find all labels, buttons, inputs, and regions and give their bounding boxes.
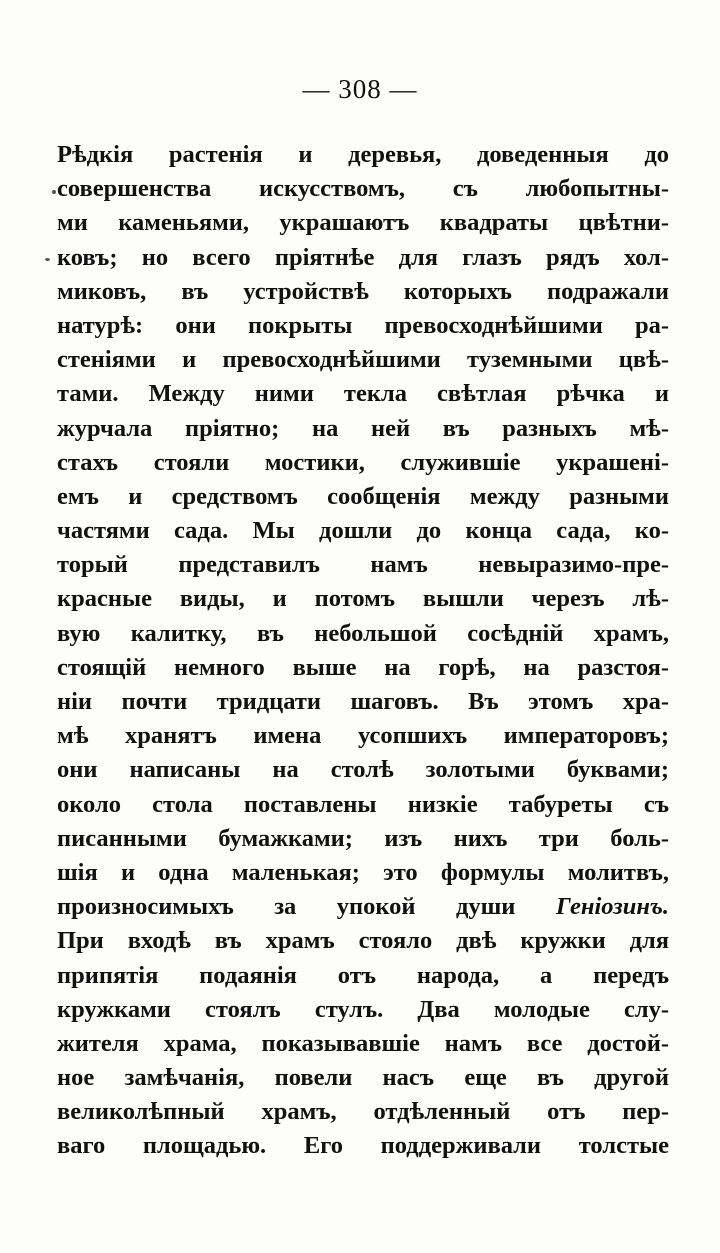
text-line: ное замѣчанія, повели насъ еще въ другой (57, 1064, 669, 1092)
text-line: около стола поставлены низкіе табуреты съ (57, 790, 669, 818)
text-line: красные виды, и потомъ вышли черезъ лѣ- (57, 585, 669, 613)
italic-name: Геніозинъ. (555, 893, 670, 921)
text-line: писанными бумажками; изъ нихъ три боль- (57, 824, 669, 852)
body-text (57, 138, 669, 1164)
text-line: натурѣ: они покрыты превосходнѣйшими ра- (57, 311, 669, 339)
text-line: журчала пріятно; на ней въ разныхъ мѣ- (57, 414, 669, 442)
text-line: миковъ, въ устройствѣ которыхъ подражали (57, 277, 669, 305)
text-line: вую калитку, въ небольшой сосѣдній храмъ, (57, 619, 669, 647)
text-line: мѣ хранятъ имена усопшихъ императоровъ; (57, 722, 669, 750)
text-line: припятія подаянія отъ народа, а передъ (57, 961, 669, 989)
text-line: кружками стоялъ стулъ. Два молодые слу- (57, 995, 669, 1023)
page-number: — 308 — (302, 74, 418, 104)
text-line: шія и одна маленькая; это формулы молитвъ, (57, 858, 669, 886)
text-line: частями сада. Мы дошли до конца сада, ко- (57, 517, 669, 545)
text-line-with-name (57, 890, 669, 924)
text-line: жителя храма, показывавшіе намъ все достой- (57, 1029, 669, 1057)
margin-mark (45, 258, 50, 261)
text-line: они написаны на столѣ золотыми буквами; (57, 756, 669, 784)
text-line: ніи почти тридцати шаговъ. Въ этомъ хра- (57, 688, 669, 715)
text-line: великолѣпный храмъ, отдѣленный отъ пер- (57, 1098, 669, 1126)
text-line: совершенства искусствомъ, съ любопытны- (57, 175, 669, 203)
text-line: При входѣ въ храмъ стояло двѣ кружки для (57, 927, 669, 955)
margin-mark (52, 190, 56, 194)
text-line-prefix: произносимыхъ за упокой души (57, 893, 516, 921)
text-line: ковъ; но всего пріятнѣе для глазъ рядъ хол- (57, 243, 669, 271)
text-line: стоящій немного выше на горѣ, на разстоя- (57, 653, 669, 681)
text-line: стахъ стояли мостики, служившіе украшені- (57, 448, 669, 476)
text-line: ми каменьями, украшаютъ квадраты цвѣтни- (57, 209, 669, 237)
text-line: ваго площадью. Его поддерживали толстые (57, 1132, 669, 1160)
text-line: стеніями и превосходнѣйшими туземными цвѣ- (57, 346, 669, 374)
text-line: Рѣдкія растенія и деревья, доведенныя до (57, 141, 669, 168)
text-line: емъ и средствомъ сообщенія между разными (57, 482, 669, 510)
text-line: тами. Между ними текла свѣтлая рѣчка и (57, 380, 669, 408)
text-line: торый представилъ намъ невыразимо-пре- (57, 551, 669, 579)
